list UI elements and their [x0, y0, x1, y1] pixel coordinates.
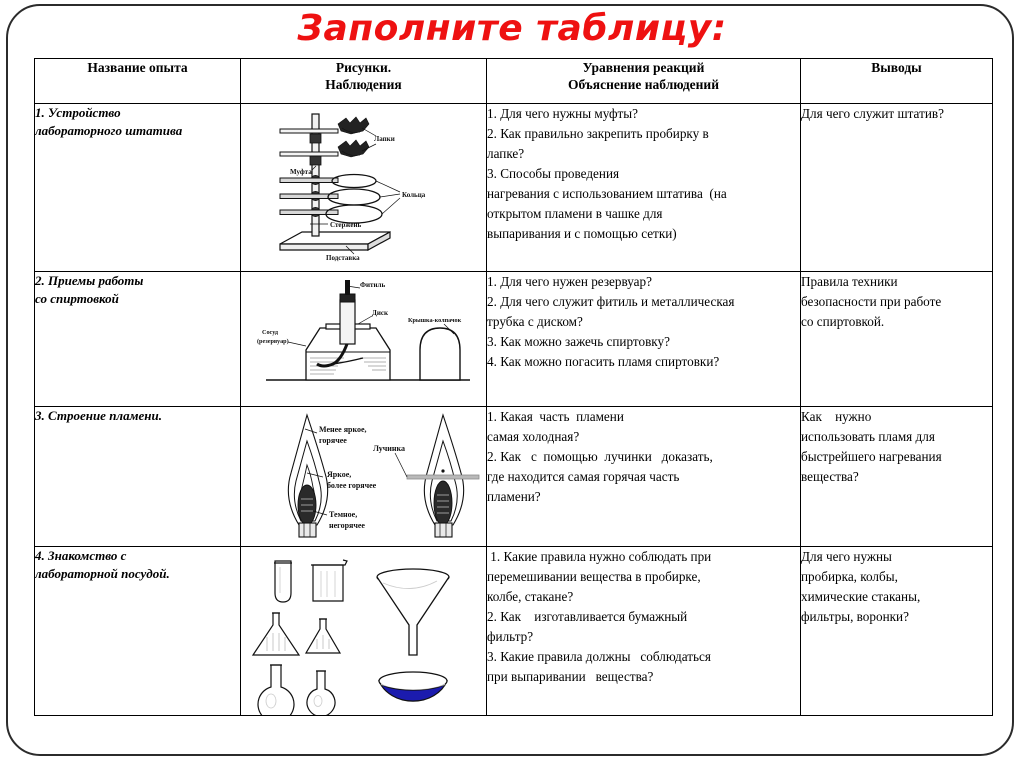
figure-cell-flame: [241, 407, 487, 547]
experiment-name-1-line1: 1. Устройство: [35, 105, 121, 120]
conclusion-line: фильтры, воронки?: [801, 609, 909, 624]
conclusion-cell-3: [801, 407, 993, 547]
experiment-name-cell-4: [35, 547, 241, 716]
question-line: перемешивании вещества в пробирке,: [487, 569, 701, 584]
question-line: 3. Способы проведения: [487, 166, 620, 181]
experiment-name-2-line2: со спиртовкой: [35, 291, 119, 306]
label-dark-2: негорячее: [328, 521, 365, 530]
question-line: 1. Для чего нужны муфты?: [487, 106, 639, 121]
conclusion-line: Для чего служит штатив?: [801, 106, 944, 121]
experiment-name-1-line2: лабораторного штатива: [35, 123, 183, 138]
conclusion-line: безопасности при работе: [801, 294, 942, 309]
experiment-name-4-line1: 4. Знакомство с: [35, 548, 127, 563]
label-rod: Стержень: [329, 221, 361, 229]
column-header-drawings: [241, 59, 487, 104]
question-line: открытом пламени в чашке для: [487, 206, 663, 221]
table-container: [34, 58, 992, 716]
conclusion-line: со спиртовкой.: [801, 314, 885, 329]
question-line: колбе, стакане?: [487, 589, 574, 604]
question-line: 4. Как можно погасить пламя спиртовки?: [487, 354, 720, 369]
column-header-conclusions-line1: Выводы: [871, 60, 922, 75]
conclusion-line: Для чего нужны: [801, 549, 892, 564]
label-stand-base: Подставка: [325, 254, 360, 262]
figure-cell-glassware: [241, 547, 487, 716]
column-header-conclusions: [801, 59, 993, 104]
page-title: Заполните таблицу:: [297, 8, 727, 49]
column-header-name: [35, 59, 241, 104]
column-header-drawings-line1: Рисунки.: [335, 60, 392, 75]
conclusion-line: химические стаканы,: [801, 589, 921, 604]
question-line: выпаривания и с помощью сетки): [487, 226, 677, 241]
label-dark: Темное,: [328, 510, 357, 519]
column-header-equations-line2: Объяснение наблюдений: [568, 77, 719, 92]
label-disc: Диск: [371, 309, 388, 317]
experiment-name-4-line2: лабораторной посудой.: [35, 566, 170, 581]
table-row: [35, 407, 993, 547]
table-row: [35, 272, 993, 407]
conclusion-line: быстрейшего нагревания: [801, 449, 942, 464]
experiment-name-cell-2: [35, 272, 241, 407]
column-header-name-line1: Название опыта: [87, 60, 188, 75]
conclusion-cell-4: [801, 547, 993, 716]
column-header-equations-line1: Уравнения реакций: [582, 60, 705, 75]
conclusion-line: Правила техники: [801, 274, 898, 289]
spirit-lamp-icon: [248, 272, 480, 398]
label-muff: Муфта: [289, 168, 312, 176]
question-line: пламени?: [487, 489, 541, 504]
label-cap: Крышка-колпачок: [407, 317, 461, 324]
label-less-bright: Менее яркое,: [318, 425, 367, 434]
label-bright: Яркое,: [326, 470, 351, 479]
question-line: 1. Для чего нужен резервуар?: [487, 274, 652, 289]
question-line: 2. Как правильно закрепить пробирку в: [487, 126, 709, 141]
label-rings: Кольца: [401, 191, 425, 199]
label-splinter: Лучинка: [372, 444, 405, 453]
column-header-drawings-line2: Наблюдения: [325, 77, 402, 92]
conclusion-line: использовать пламя для: [801, 429, 935, 444]
question-line: при выпаривании вещества?: [487, 669, 654, 684]
question-line: 2. Как с помощью лучинки доказать,: [487, 449, 713, 464]
figure-cell-spirit-lamp: [241, 272, 487, 407]
lab-glassware-icon: [247, 547, 481, 715]
questions-cell-2: [487, 272, 801, 407]
question-line: фильтр?: [487, 629, 534, 644]
experiment-name-cell-1: [35, 104, 241, 272]
question-line: самая холодная?: [487, 429, 580, 444]
questions-cell-1: [487, 104, 801, 272]
question-line: трубка с диском?: [487, 314, 583, 329]
conclusion-line: вещества?: [801, 469, 859, 484]
experiment-name-cell-3: [35, 407, 241, 547]
conclusion-cell-2: [801, 272, 993, 407]
conclusion-cell-1: [801, 104, 993, 272]
column-header-equations: [487, 59, 801, 104]
label-claws: Лапки: [373, 135, 395, 143]
question-line: 1. Какая часть пламени: [487, 409, 624, 424]
table-row: [35, 104, 993, 272]
flame-structure-icon: [247, 407, 481, 539]
worksheet-table: [34, 58, 993, 716]
question-line: нагревания с использованием штатива (на: [487, 186, 727, 201]
question-line: 1. Какие правила нужно соблюдать при: [487, 549, 712, 564]
label-bright-2: более горячее: [326, 481, 376, 490]
label-wick: Фитиль: [359, 281, 385, 289]
question-line: 3. Какие правила должны соблюдаться: [487, 649, 711, 664]
label-vessel-alt: (резервуар): [256, 338, 289, 345]
table-header-row: [35, 59, 993, 104]
experiment-name-3-line1: 3. Строение пламени.: [35, 408, 162, 423]
question-line: 3. Как можно зажечь спиртовку?: [487, 334, 670, 349]
lab-stand-icon: [250, 104, 478, 264]
table-row: [35, 547, 993, 716]
questions-cell-4: [487, 547, 801, 716]
conclusion-line: пробирка, колбы,: [801, 569, 898, 584]
conclusion-line: Как нужно: [801, 409, 872, 424]
label-less-bright-2: горячее: [318, 436, 347, 445]
question-line: лапке?: [487, 146, 525, 161]
label-vessel: Сосуд: [261, 329, 278, 336]
questions-cell-3: [487, 407, 801, 547]
question-line: 2. Для чего служит фитиль и металлическая: [487, 294, 735, 309]
question-line: 2. Как изготавливается бумажный: [487, 609, 688, 624]
question-line: где находится самая горячая часть: [487, 469, 680, 484]
experiment-name-2-line1: 2. Приемы работы: [35, 273, 144, 288]
figure-cell-lab-stand: [241, 104, 487, 272]
